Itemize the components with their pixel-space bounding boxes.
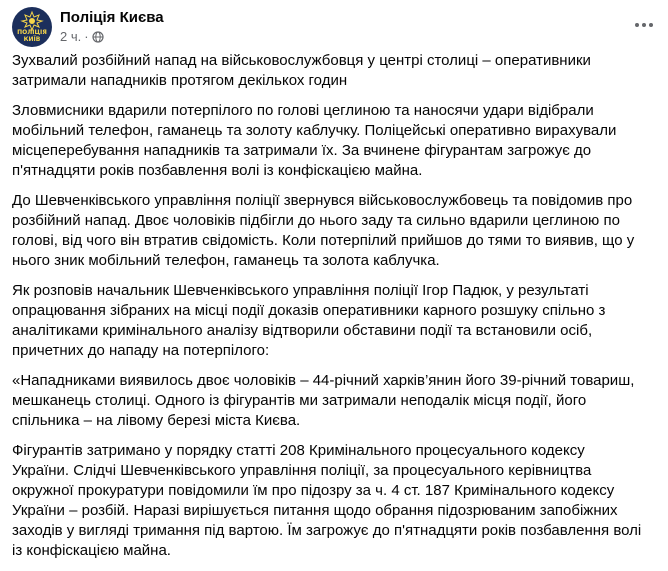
page-name-link[interactable]: Поліція Києва xyxy=(60,9,164,26)
avatar[interactable] xyxy=(12,7,52,47)
post-text xyxy=(12,51,644,571)
post-paragraph-2: Зловмисники вдарили потерпілого по голові цеглиною та наносячи удари відібрали мобільний телефон, гаманець та золоту каблучку. Поліцейські оперативно вирахували місцеперебування нападників та затримали їх. За вчинене фігурантам загрожує до п'ятнадцяти років позбавлення волі із конфіскацією майна. xyxy=(12,102,617,179)
more-options-button[interactable] xyxy=(632,13,656,37)
avatar-label-police: ПОЛІЦІЯ xyxy=(17,29,47,36)
post-paragraph-5: «Нападниками виявилось двоє чоловіків – 44-річний харків’янин його 39-річний товариш, мешканець столиці. Одного із фігурантів ми затримали неподалік місця події, його спільника – на лівому березі міста Києва. xyxy=(12,372,635,429)
post-paragraph-6: Фігурантів затримано у порядку статті 208 Кримінального процесуального кодексу України. Слідчі Шевченківського управління поліції, за процесуального керівництва окружної прокуратури повідомили їм про підозру за ч. 4 ст. 187 Кримінального кодексу України – розбій. Наразі вирішується питання щодо обрання підозрюваним запобіжних заходів у вигляді тримання під вартою. Їм загрожує до п'ятнадцяти років позбавлення волі із конфіскацією майна. xyxy=(12,442,642,559)
post-header xyxy=(12,7,656,47)
post-time-link[interactable]: 2 ч. xyxy=(60,29,82,44)
post-paragraph-1: Зухвалий розбійний напад на військовослужбовця у центрі столиці – оперативники затримали нападників протягом декількох годин xyxy=(12,52,591,89)
globe-icon[interactable] xyxy=(92,31,104,43)
more-options-icon xyxy=(634,22,654,28)
post-paragraph-3: До Шевченківського управління поліції звернувся військовослужбовець та повідомив про розбійний напад. Двоє чоловіків підбігли до нього заду та сильно вдарили цеглиною по голові, від чого він втратив свідомість. Коли потерпілий прийшов до тями то виявив, що у нього зник мобільний телефон, гаманець та золота каблучка. xyxy=(12,192,635,269)
post-paragraph-4: Як розповів начальник Шевченківського управління поліції Ігор Падюк, у результаті опрацювання зібраних на місці події доказів оперативники карного розшуку спільно з аналітиками кримінального аналізу відтворили обставини події та встановили осіб, причетних до нападу на потерпілого: xyxy=(12,282,606,359)
avatar-label-city: КИЇВ xyxy=(23,36,41,43)
meta-separator: · xyxy=(84,29,89,44)
post-meta xyxy=(60,29,104,44)
